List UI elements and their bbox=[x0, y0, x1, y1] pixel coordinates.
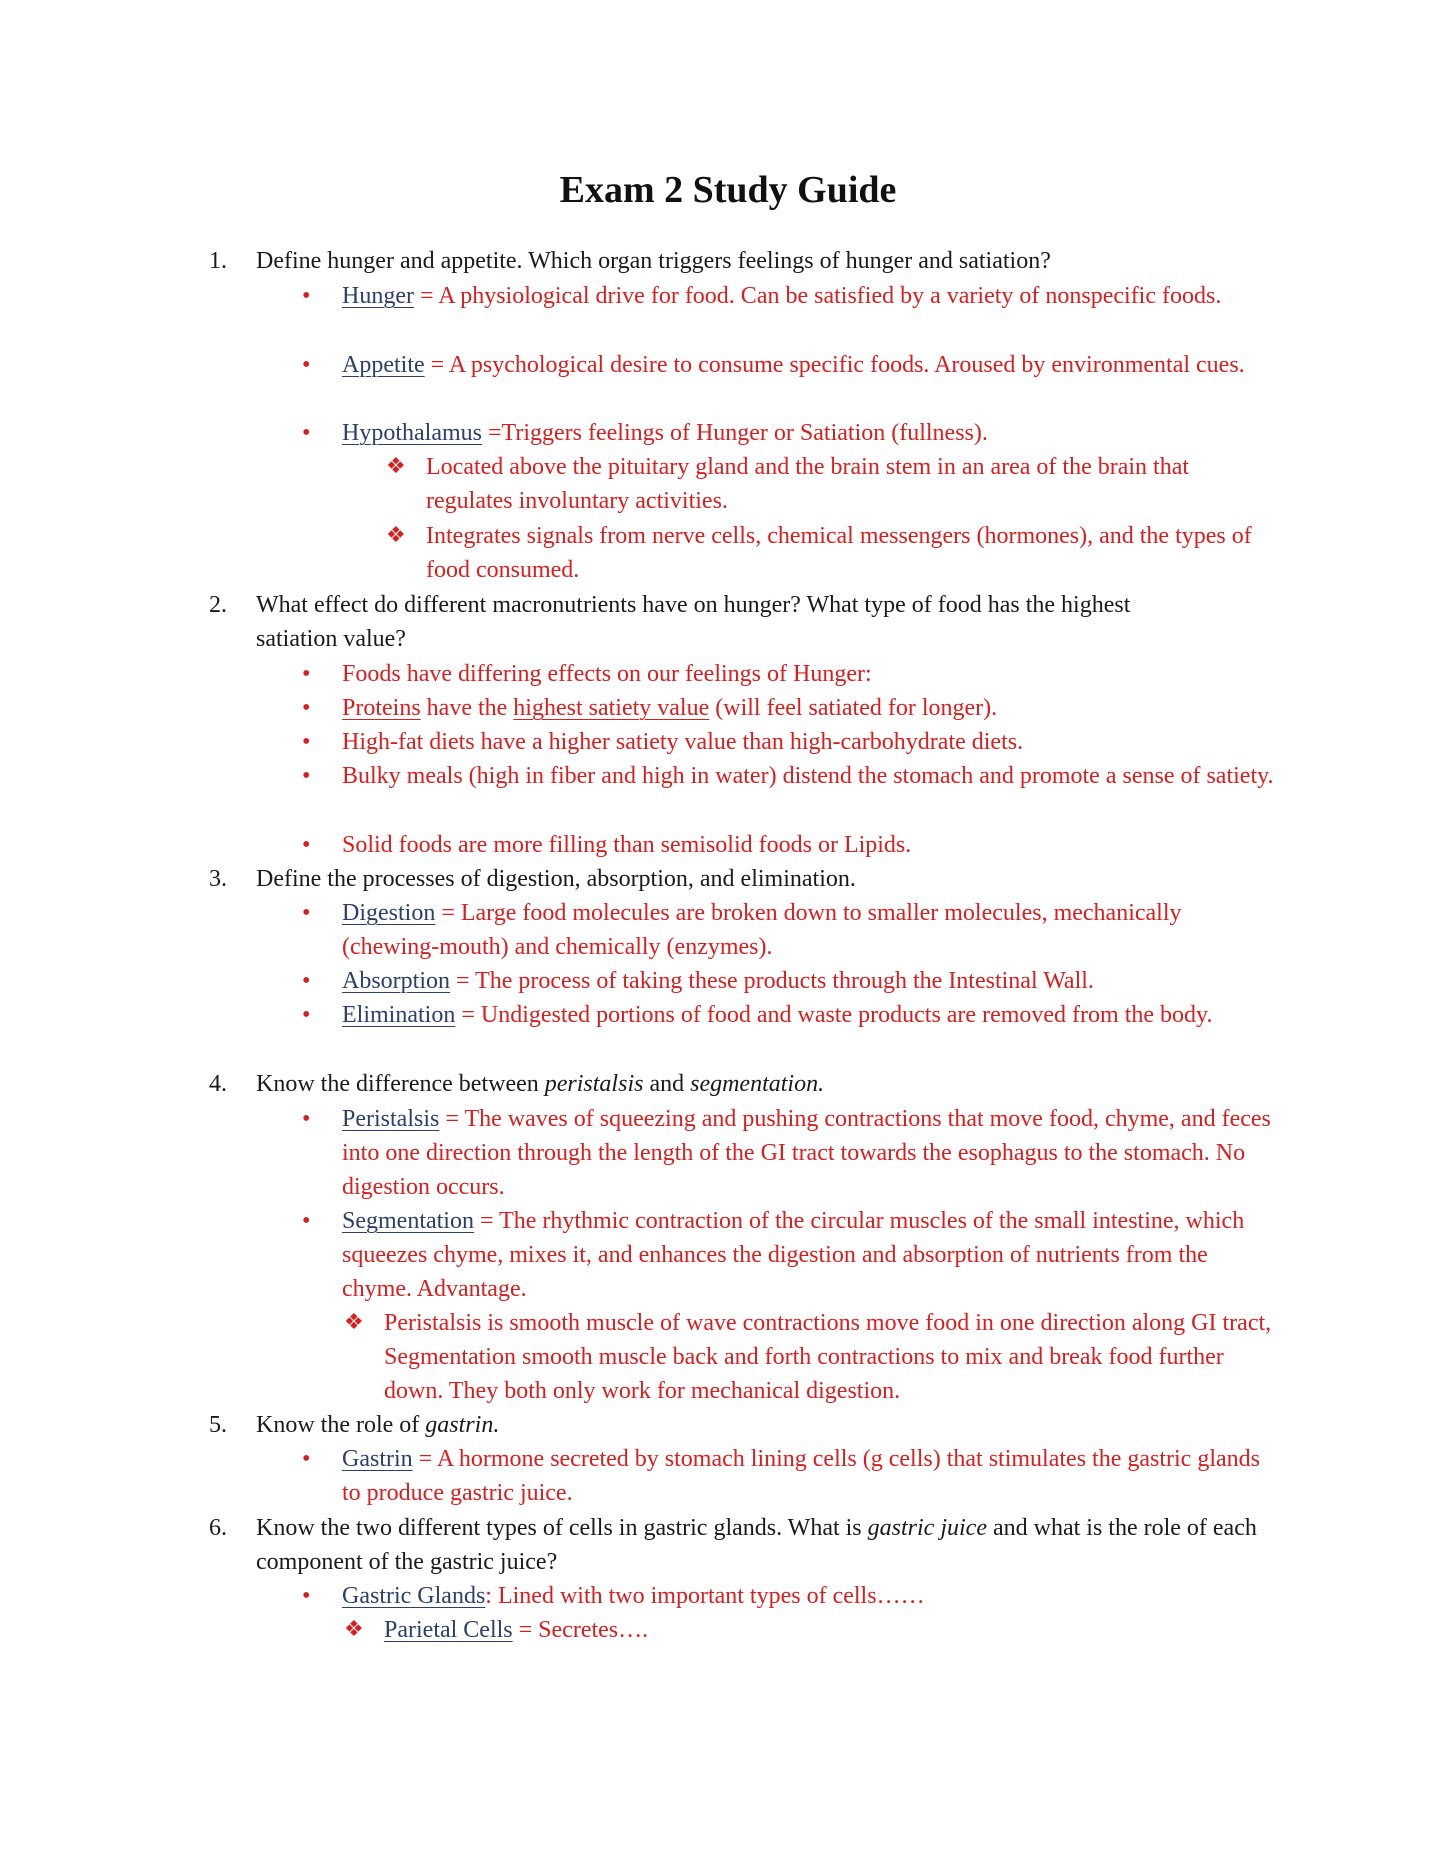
answer-foods-effects bbox=[302, 657, 1277, 691]
diamond-bullet-icon: ❖ bbox=[344, 1616, 364, 1641]
bullet-icon: • bbox=[302, 661, 311, 687]
question-number: 5. bbox=[209, 1412, 227, 1438]
answer-text: have the bbox=[420, 695, 514, 721]
question-2 bbox=[210, 588, 1270, 656]
sub-answer-text: Integrates signals from nerve cells, chemical messengers (hormones), and the types of food consumed. bbox=[426, 523, 1252, 583]
definition-text: = Secretes…. bbox=[512, 1617, 649, 1643]
question-number: 6. bbox=[209, 1515, 227, 1541]
highlight-satiety: highest satiety value bbox=[513, 695, 710, 721]
emphasis-segmentation: segmentation. bbox=[690, 1071, 825, 1097]
question-number: 3. bbox=[209, 866, 227, 892]
answer-high-fat bbox=[302, 725, 1277, 759]
question-6 bbox=[210, 1511, 1270, 1579]
sub-answer-text: Located above the pituitary gland and the brain stem in an area of the brain that regulates involuntary activities. bbox=[426, 454, 1190, 514]
definition-text: : Lined with two important types of cells…… bbox=[485, 1583, 925, 1609]
answer-text: Bulky meals (high in fiber and high in water) distend the stomach and promote a sense of satiety. bbox=[342, 763, 1274, 789]
term-digestion: Digestion bbox=[342, 900, 436, 926]
bullet-icon: • bbox=[302, 1106, 311, 1132]
question-text-part: Know the two different types of cells in gastric glands. What is bbox=[256, 1515, 868, 1541]
sub-answer-hypothalamus-signals bbox=[386, 519, 1281, 587]
question-text-part: Know the difference between bbox=[256, 1071, 545, 1097]
term-hypothalamus: Hypothalamus bbox=[342, 420, 482, 446]
answer-solid-foods bbox=[302, 828, 1277, 862]
definition-text: = Large food molecules are broken down to smaller molecules, mechanically (chewing-mouth) and chemically (enzymes). bbox=[342, 900, 1182, 960]
term-absorption: Absorption bbox=[342, 968, 450, 994]
answer-text: Foods have differing effects on our feelings of Hunger: bbox=[342, 661, 872, 687]
answer-segmentation bbox=[302, 1204, 1277, 1306]
question-text bbox=[256, 1408, 1270, 1442]
emphasis-peristalsis: peristalsis bbox=[544, 1071, 644, 1097]
bullet-icon: • bbox=[302, 832, 311, 858]
answer-text: Solid foods are more filling than semisolid foods or Lipids. bbox=[342, 832, 912, 858]
bullet-icon: • bbox=[302, 1002, 311, 1028]
answer-text: (will feel satiated for longer). bbox=[709, 695, 998, 721]
bullet-icon: • bbox=[302, 763, 311, 789]
bullet-icon: • bbox=[302, 729, 311, 755]
answer-appetite bbox=[302, 348, 1277, 382]
question-text: What effect do different macronutrients have on hunger? What type of food has the highest satiation value? bbox=[256, 592, 1131, 652]
bullet-icon: • bbox=[302, 695, 311, 721]
definition-text: =Triggers feelings of Hunger or Satiation (fullness). bbox=[481, 420, 988, 446]
bullet-icon: • bbox=[302, 352, 311, 378]
answer-digestion bbox=[302, 896, 1277, 964]
question-text bbox=[256, 1067, 1270, 1101]
bullet-icon: • bbox=[302, 420, 311, 446]
term-appetite: Appetite bbox=[342, 352, 425, 378]
term-peristalsis: Peristalsis bbox=[342, 1106, 440, 1132]
bullet-icon: • bbox=[302, 1208, 311, 1234]
answer-gastrin bbox=[302, 1442, 1277, 1510]
answer-hypothalamus bbox=[302, 416, 1277, 450]
bullet-icon: • bbox=[302, 968, 311, 994]
question-3 bbox=[210, 862, 1270, 896]
sub-answer-hypothalamus-location bbox=[386, 450, 1281, 518]
term-segmentation: Segmentation bbox=[342, 1208, 474, 1234]
question-1 bbox=[210, 244, 1270, 278]
emphasis-gastrin: gastrin. bbox=[425, 1412, 500, 1438]
term-parietal-cells: Parietal Cells bbox=[384, 1617, 513, 1643]
answer-hunger bbox=[302, 279, 1277, 313]
emphasis-gastric-juice: gastric juice bbox=[867, 1515, 987, 1541]
sub-answer-parietal-cells bbox=[344, 1613, 1279, 1647]
page-title: Exam 2 Study Guide bbox=[559, 169, 897, 211]
bullet-icon: • bbox=[302, 283, 311, 309]
diamond-bullet-icon: ❖ bbox=[386, 522, 406, 547]
question-number: 1. bbox=[209, 248, 227, 274]
answer-elimination bbox=[302, 998, 1277, 1032]
definition-text: = The rhythmic contraction of the circular muscles of the small intestine, which squeezes chyme, mixes it, and enhances the digestion and absorption of nutrients from the chyme. Advantage. bbox=[342, 1208, 1245, 1302]
term-gastrin: Gastrin bbox=[342, 1446, 413, 1472]
question-text-part: and what is the role of each component of the gastric juice? bbox=[256, 1515, 1257, 1575]
question-number: 4. bbox=[209, 1071, 227, 1097]
term-proteins: Proteins bbox=[342, 695, 421, 721]
question-text: Define hunger and appetite. Which organ triggers feelings of hunger and satiation? bbox=[256, 248, 1051, 274]
bullet-icon: • bbox=[302, 1446, 311, 1472]
question-number: 2. bbox=[209, 592, 227, 618]
definition-text: = A physiological drive for food. Can be satisfied by a variety of nonspecific foods. bbox=[413, 283, 1222, 309]
question-text: Define the processes of digestion, absorption, and elimination. bbox=[256, 866, 856, 892]
definition-text: = Undigested portions of food and waste products are removed from the body. bbox=[455, 1002, 1213, 1028]
question-5 bbox=[210, 1408, 1270, 1442]
answer-text: High-fat diets have a higher satiety value than high-carbohydrate diets. bbox=[342, 729, 1024, 755]
sub-answer-text: Peristalsis is smooth muscle of wave contractions move food in one direction along GI tract, Segmentation smooth muscle back and forth contractions to mix and break food further down. They both only work for mechanical digestion. bbox=[384, 1310, 1272, 1404]
sub-answer-comparison bbox=[344, 1306, 1279, 1408]
term-elimination: Elimination bbox=[342, 1002, 456, 1028]
definition-text: = A psychological desire to consume specific foods. Aroused by environmental cues. bbox=[424, 352, 1245, 378]
question-4 bbox=[210, 1067, 1270, 1101]
question-text bbox=[256, 1511, 1266, 1579]
answer-gastric-glands bbox=[302, 1579, 1277, 1613]
answer-peristalsis bbox=[302, 1102, 1277, 1204]
bullet-icon: • bbox=[302, 900, 311, 926]
answer-proteins bbox=[302, 691, 1277, 725]
definition-text: = A hormone secreted by stomach lining cells (g cells) that stimulates the gastric glands to produce gastric juice. bbox=[342, 1446, 1260, 1506]
term-hunger: Hunger bbox=[342, 283, 414, 309]
diamond-bullet-icon: ❖ bbox=[344, 1309, 364, 1334]
question-text-part: Know the role of bbox=[256, 1412, 426, 1438]
definition-text: = The process of taking these products through the Intestinal Wall. bbox=[450, 968, 1094, 994]
bullet-icon: • bbox=[302, 1583, 311, 1609]
question-text-part: and bbox=[643, 1071, 691, 1097]
definition-text: = The waves of squeezing and pushing contractions that move food, chyme, and feces into one direction through the length of the GI tract towards the esophagus to the stomach. No digestion occurs. bbox=[342, 1106, 1271, 1200]
answer-bulky-meals bbox=[302, 759, 1277, 793]
diamond-bullet-icon: ❖ bbox=[386, 453, 406, 478]
answer-absorption bbox=[302, 964, 1277, 998]
term-gastric-glands: Gastric Glands bbox=[342, 1583, 486, 1609]
